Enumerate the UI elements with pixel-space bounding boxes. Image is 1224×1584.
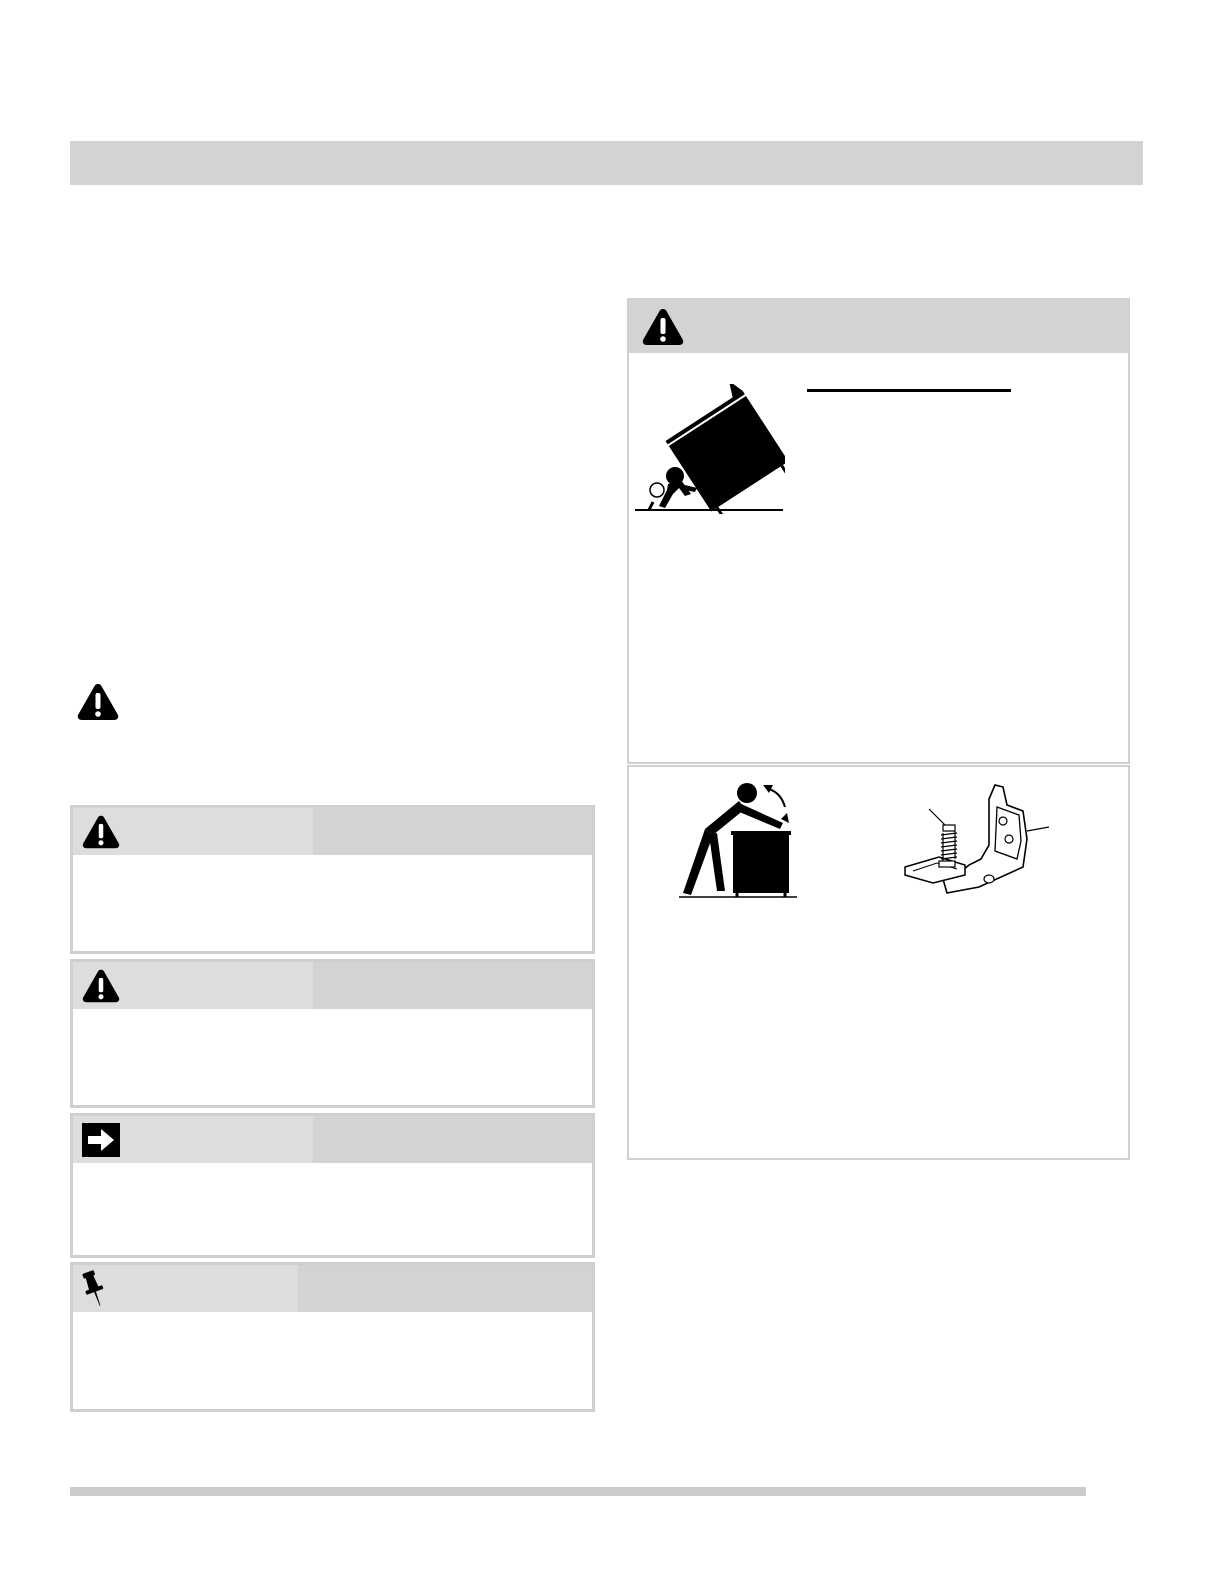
push-pin-icon	[79, 1269, 119, 1305]
warning-triangle-icon	[81, 968, 121, 1004]
warning-triangle-icon	[76, 682, 120, 722]
tip-over-warning-box	[627, 298, 1130, 764]
tipping-range-illustration	[635, 384, 785, 514]
warning-notice-header	[73, 808, 592, 855]
anti-tip-bracket-box	[627, 765, 1130, 1160]
tilt-check-illustration	[677, 779, 801, 901]
warning-triangle-icon	[641, 307, 685, 347]
page-title-bar	[70, 141, 1143, 185]
warning-notice-box	[70, 805, 595, 954]
warning-triangle-icon	[81, 814, 121, 850]
heading-underline	[807, 389, 1011, 392]
caution-notice-box	[70, 959, 595, 1108]
note-notice-box	[70, 1262, 595, 1412]
important-notice-box	[70, 1113, 595, 1258]
caution-notice-header	[73, 962, 592, 1009]
tip-over-warning-header	[629, 300, 1128, 353]
arrow-right-icon	[82, 1123, 122, 1159]
footer-rule	[70, 1487, 1086, 1496]
anti-tip-bracket-illustration	[899, 779, 1069, 909]
note-notice-header	[73, 1265, 592, 1312]
important-notice-header	[73, 1116, 592, 1163]
